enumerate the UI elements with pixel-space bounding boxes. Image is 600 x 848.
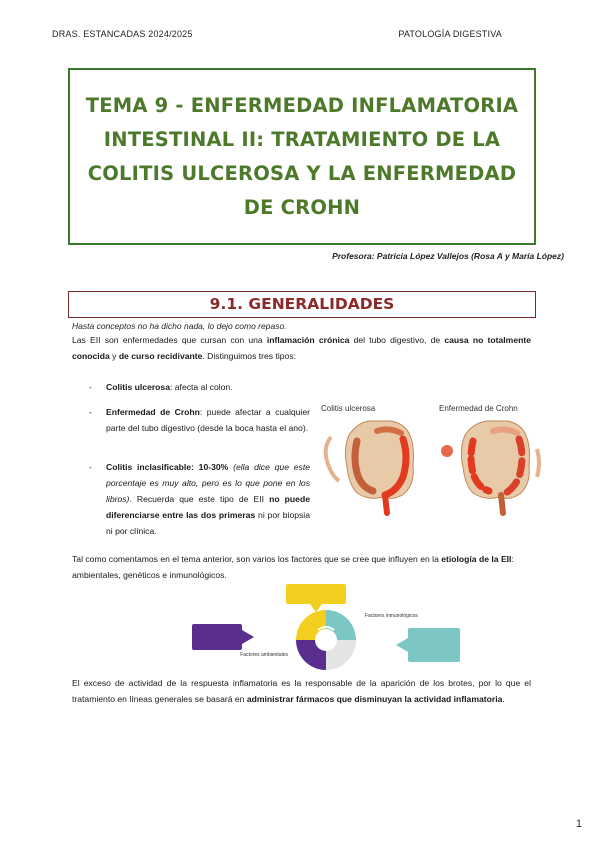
header-right: PATOLOGÍA DIGESTIVA [398, 29, 502, 39]
label-colitis: Colitis ulcerosa [321, 404, 376, 413]
title-box [68, 68, 536, 245]
section-title: 9.1. GENERALIDADES [209, 295, 395, 313]
factors-diagram [190, 584, 462, 674]
section-note: Hasta conceptos no ha dicho nada, lo dejo como repaso. [72, 321, 287, 331]
center-top-label: Factores inmunológicos [365, 613, 418, 619]
center-left-label: Factores ambientales [240, 652, 288, 658]
page-title: TEMA 9 - ENFERMEDAD INFLAMATORIA INTESTINAL II: TRATAMIENTO DE LA COLITIS ULCEROSA Y LA ENFERMEDAD DE CROHN [85, 93, 519, 219]
etiology-paragraph: Tal como comentamos en el tema anterior, son varios los factores que se cree que influyen en la etiología de la EII: ambientales, genéticos e inmunológicos. [72, 554, 514, 580]
section-box [68, 291, 536, 318]
professor-line: Profesora: Patricia López Vallejos (Rosa A y María López) [332, 251, 564, 261]
page-number: 1 [575, 818, 582, 830]
treatment-paragraph: El exceso de actividad de la respuesta inflamatoria es la responsable de la aparición de los brotes, por lo que el tratamiento en líneas generales se basará en administrar fármacos que disminuyan la actividad inflamatoria. [72, 678, 531, 704]
factors-circle-icon [296, 610, 356, 670]
label-crohn: Enfermedad de Crohn [439, 404, 518, 413]
header-left: DRAS. ESTANCADAS 2024/2025 [52, 29, 193, 39]
intro-paragraph: Las EII son enfermedades que cursan con una inflamación crónica del tubo digestivo, de causa no totalmente conocida y de curso recidivante. Distinguimos tres tipos: [72, 335, 531, 361]
colon-illustration [317, 401, 545, 524]
